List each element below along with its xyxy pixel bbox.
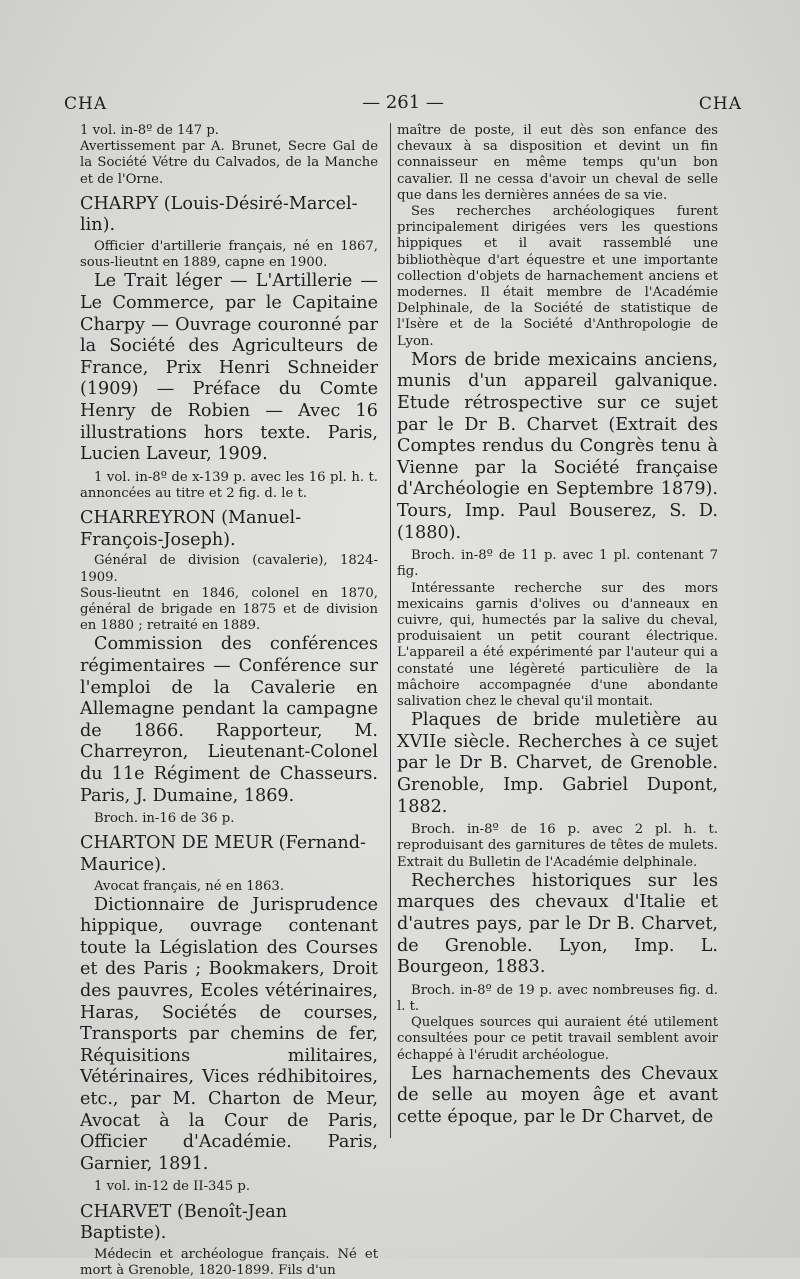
note-paragraph: Broch. in-8º de 16 p. avec 2 pl. h. t. reproduisant des garnitures de têtes de mulets. Extrait du Bulletin de l'Académie delphinale. [397,822,718,870]
book-title-entry: Commission des conférences régimentaires — Conférence sur l'emploi de la Cavalerie en Allemagne pendant la campagne de 1866. Rapporteur, M. Charreyron, Lieutenant-Colonel du 11e Régiment de Chasseurs. Paris, J. Dumaine, 1869. [80,634,378,806]
left-column [80,123,378,1279]
note-paragraph: Broch. in-16 de 36 p. [94,811,235,827]
note-paragraph: Quelques sources qui auraient été utilement consultées pour ce petit travail semblent avoir échappé à l'érudit archéologue. [397,1015,718,1063]
note-paragraph: Broch. in-8º de 19 p. avec nombreuses fig. d. l. t. [397,982,718,1014]
entry-heading: CHARPY (Louis-Désiré-Marcel-lin). [80,193,358,236]
book-title-entry: Dictionnaire de Jurisprudence hippique, ouvrage contenant toute la Législation des Courses et des Paris ; Bookmakers, Droit des pauvres, Ecoles vétérinaires, Haras, Sociétés de courses, Transports par chemins de fer, Réquisitions militaires, Vétérinaires, Vices rédhibitoires, etc., par M. Charton de Meur, Avocat à la Cour de Paris, Officier d'Académie. Paris, Garnier, 1891. [80,894,378,1174]
note-paragraph: 1 vol. in-8º de x-139 p. avec les 16 pl. h. t. annoncées au titre et 2 fig. d. le t. [80,469,378,501]
header-left: CHA [64,94,108,114]
note-paragraph: Avocat français, né en 1863. [94,878,285,894]
book-title-entry: Les harnachements des Chevaux de selle au moyen âge et avant cette époque, par le Dr Charvet, de [397,1063,718,1127]
note-paragraph: maître de poste, il eut dès son enfance des chevaux à sa disposition et devint un fin connaisseur en même temps qu'un bon cavalier. Il ne cessa d'avoir un cheval de selle que dans les dernières années de sa vie. [397,123,718,203]
note-paragraph: Avertissement par A. Brunet, Secre Gal de la Société Vétre du Calvados, de la Manche et de l'Orne. [80,139,378,187]
page-number: — 261 — [362,92,444,113]
right-column [397,123,718,1133]
note-paragraph: Ses recherches archéologiques furent principalement dirigées vers les questions hippiques et il avait rassemblé une bibliothèque d'art équestre et une importante collection d'objets de harnachement anciens et modernes. Il était membre de l'Académie Delphinale, de la Société de statistique de l'Isère et de la Société d'Anthropologie de Lyon. [397,204,718,349]
note-paragraph: Médecin et archéologue français. Né et mort à Grenoble, 1820-1899. Fils d'un [80,1246,378,1279]
book-title-entry: Recherches historiques sur les marques des chevaux d'Italie et d'autres pays, par le Dr B. Charvet, de Grenoble. Lyon, Imp. L. Bourgeon, 1883. [397,870,718,978]
note-paragraph: Général de division (cavalerie), 1824-1909. [80,553,378,585]
entry-heading: CHARTON DE MEUR (Fernand-Maurice). [80,833,366,875]
note-paragraph: Broch. in-8º de 11 p. avec 1 pl. contenant 7 fig. [397,548,718,580]
entry-heading: CHARREYRON (Manuel-François-Joseph). [80,508,302,550]
entry-heading: CHARVET (Benoît-Jean Baptiste). [80,1201,288,1244]
note-paragraph: 1 vol. in-12 de II-345 p. [94,1179,251,1195]
spacer [397,1129,718,1133]
note-paragraph: Officier d'artillerie français, né en 1867, sous-lieutnt en 1889, capne en 1900. [80,239,378,271]
note-paragraph: Intéressante recherche sur des mors mexicains garnis d'olives ou d'anneaux en cuivre, qui, humectés par la salive du cheval, produisaient un petit courant électrique. L'appareil a été expérimenté par l'auteur qui a constaté une légèreté particulière de la mâchoire accompagnée d'une abondante salivation chez le cheval qu'il montait. [397,580,718,710]
column-divider [390,123,391,1138]
running-header [64,92,742,122]
book-title-entry: Mors de bride mexicains anciens, munis d'un appareil galvanique. Etude rétrospective sur ce sujet par le Dr B. Charvet (Extrait des Comptes rendus du Congrès tenu à Vienne par la Société française d'Archéologie en Septembre 1879). Tours, Imp. Paul Bouserez, S. D. (1880). [397,349,718,543]
book-title-entry: Plaques de bride muletière au XVIIe siècle. Recherches à ce sujet par le Dr B. Charvet, de Grenoble. Grenoble, Imp. Gabriel Dupont, 1882. [397,710,718,817]
note-paragraph: 1 vol. in-8º de 147 p. [80,123,219,138]
header-right: CHA [698,94,742,114]
book-title-entry: Le Trait léger — L'Artillerie — Le Commerce, par le Capitaine Charpy — Ouvrage couronné par la Société des Agriculteurs de France, Prix Henri Schneider (1909) — Préface du Comte Henry de Robien — Avec 16 illustrations hors texte. Paris, Lucien Laveur, 1909. [80,271,378,465]
note-paragraph: Sous-lieutnt en 1846, colonel en 1870, général de brigade en 1875 et de division en 1880 ; retraité en 1889. [80,585,378,634]
